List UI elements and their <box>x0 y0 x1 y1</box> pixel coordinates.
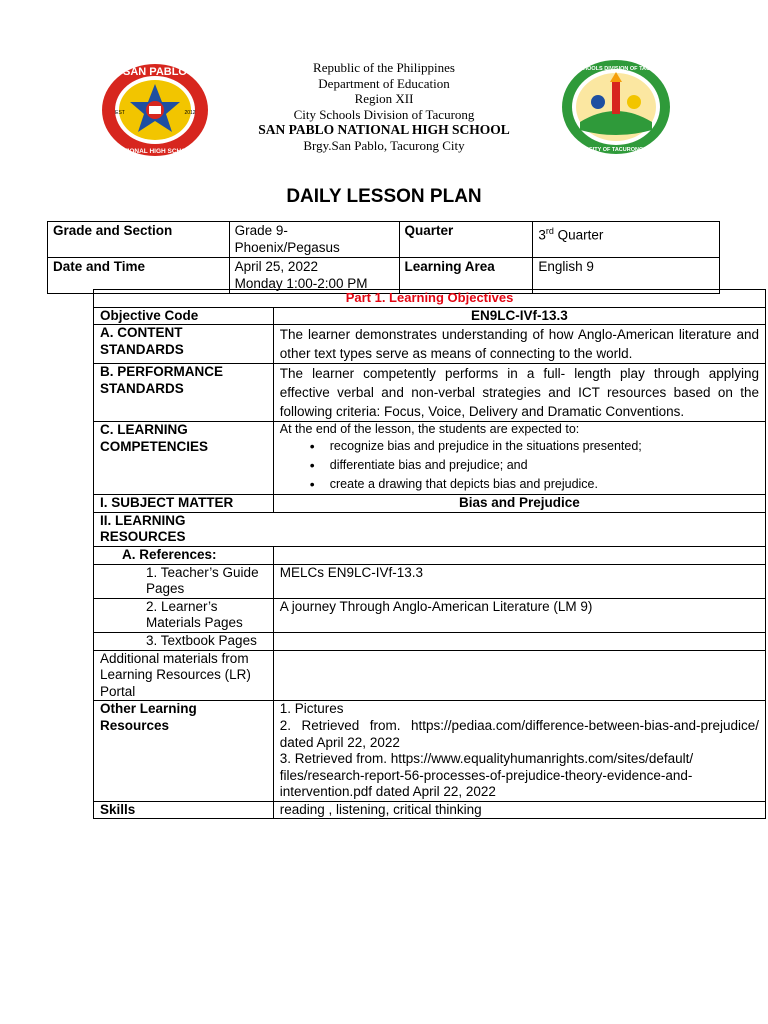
quarter-value <box>533 222 720 258</box>
grade-value-line: Grade 9- <box>234 223 288 238</box>
table-row <box>94 422 766 495</box>
area-label: Learning Area <box>399 258 533 294</box>
grade-label: Grade and Section <box>48 222 230 258</box>
objective-code: EN9LC-IVf-13.3 <box>273 307 765 325</box>
logo-left-top-text: SAN PABLO <box>123 66 187 78</box>
learning-resources-label: II. LEARNING RESOURCES <box>94 512 274 546</box>
textbook-value <box>273 632 765 650</box>
quarter-label: Quarter <box>399 222 533 258</box>
table-row <box>94 564 766 598</box>
other-resource-item: 3. Retrieved from. https://www.equalityhumanrights.com/sites/default/ files/research-report-56-processes-of-prejudice-theory-evidence-and-intervention.pdf dated April 22, 2022 <box>279 751 694 800</box>
table-row <box>94 512 766 546</box>
other-resources-label: Other Learning Resources <box>94 701 274 802</box>
other-resource-item: 1. Pictures <box>279 701 344 717</box>
date-label: Date and Time <box>48 258 230 294</box>
performance-standards-text: The learner competently performs in a full- length play through applying effective verbal and non-verbal strategies and ICT resources based on the following criteria: Focus, Voice, Delivery and Dramatic Conventions. <box>273 364 765 422</box>
table-row <box>94 364 766 422</box>
skills-value: reading , listening, critical thinking <box>273 801 765 819</box>
table-row <box>94 650 766 701</box>
logo-left-bottom-text: NATIONAL HIGH SCHOOL <box>114 148 196 155</box>
grade-value-line: Phoenix/Pegasus <box>234 239 340 255</box>
table-row <box>94 290 766 308</box>
list-item: • create a drawing that depicts bias and prejudice. <box>280 475 759 494</box>
info-table <box>47 221 720 294</box>
letterhead-line: Region XII <box>354 91 414 106</box>
table-row <box>94 495 766 513</box>
date-value-line: Monday 1:00-2:00 PM <box>234 275 368 291</box>
skills-label: Skills <box>94 801 274 819</box>
quarter-sup: rd <box>545 226 554 236</box>
table-row <box>94 546 766 564</box>
empty-cell <box>273 512 765 546</box>
empty-cell <box>273 546 765 564</box>
competencies-cell <box>273 422 765 495</box>
table-row <box>48 222 720 258</box>
date-value-line: April 25, 2022 <box>234 259 318 275</box>
table-row <box>94 307 766 325</box>
quarter-word: Quarter <box>553 227 604 243</box>
table-row <box>94 325 766 364</box>
logo-right-top-text: CITY SCHOOLS DIVISION OF TACURONG <box>561 66 671 72</box>
competencies-list <box>280 437 759 494</box>
additional-materials-label: Additional materials from Learning Resources (LR) Portal <box>94 650 274 701</box>
letterhead <box>0 60 768 153</box>
textbook-label: 3. Textbook Pages <box>94 632 274 650</box>
teacher-guide-value: MELCs EN9LC-IVf-13.3 <box>273 564 765 598</box>
table-row <box>94 801 766 819</box>
content-standards-text: The learner demonstrates understanding of how Anglo-American literature and other text types serve as means of connecting to the world. <box>273 325 765 364</box>
learner-materials-label: 2. Learner’s Materials Pages <box>94 598 274 632</box>
table-row <box>94 701 766 802</box>
performance-standards-label: B. PERFORMANCE STANDARDS <box>94 364 274 422</box>
other-resource-item: 2. Retrieved from. https://pediaa.com/difference-between-bias-and-prejudice/ dated April 22, 2022 <box>279 717 759 750</box>
objective-code-label: Objective Code <box>94 307 274 325</box>
school-name: SAN PABLO NATIONAL HIGH SCHOOL <box>258 122 510 137</box>
letterhead-line: Department of Education <box>318 75 450 91</box>
area-value: English 9 <box>533 258 720 294</box>
list-item: • recognize bias and prejudice in the situations presented; <box>280 437 759 456</box>
logo-left-est: EST <box>115 110 125 116</box>
competencies-intro: At the end of the lesson, the students are expected to: <box>279 422 580 437</box>
grade-value <box>229 222 399 258</box>
subject-matter-label: I. SUBJECT MATTER <box>94 495 274 513</box>
logo-left-year: 2012 <box>184 110 196 116</box>
letterhead-line: Republic of the Philippines <box>313 60 455 75</box>
part1-heading: Part 1. Learning Objectives <box>94 290 766 308</box>
lesson-plan-table <box>93 289 766 819</box>
additional-materials-value <box>273 650 765 701</box>
learner-materials-value: A journey Through Anglo-American Literature (LM 9) <box>273 598 765 632</box>
logo-right-bottom-text: CITY OF TACURONG <box>588 147 644 153</box>
quarter-num: 3 <box>538 227 546 243</box>
list-item: • differentiate bias and prejudice; and <box>280 456 759 475</box>
competencies-label: C. LEARNING COMPETENCIES <box>94 422 274 495</box>
content-standards-label: A. CONTENT STANDARDS <box>94 325 274 364</box>
teacher-guide-label: 1. Teacher’s Guide Pages <box>94 564 274 598</box>
references-label: A. References: <box>94 546 274 564</box>
table-row <box>94 598 766 632</box>
subject-matter-value: Bias and Prejudice <box>273 495 765 513</box>
school-address: Brgy.San Pablo, Tacurong City <box>303 137 465 153</box>
document-title: DAILY LESSON PLAN <box>286 186 482 207</box>
letterhead-line: City Schools Division of Tacurong <box>293 106 475 122</box>
other-resources-cell <box>273 701 765 802</box>
table-row <box>94 632 766 650</box>
